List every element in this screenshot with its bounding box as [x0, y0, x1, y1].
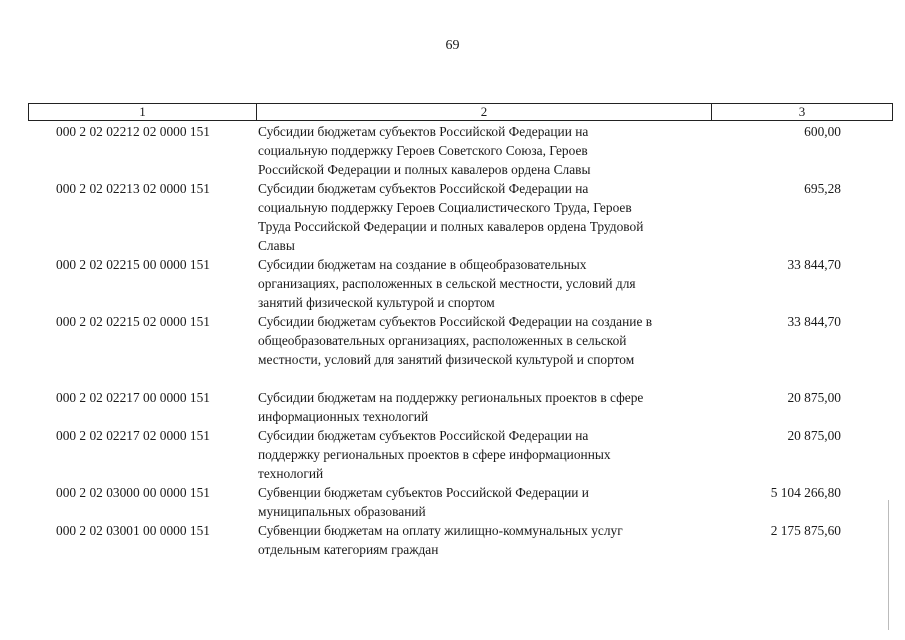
row-description	[256, 312, 711, 388]
header-col-3: 3	[798, 104, 806, 119]
row-description	[256, 255, 711, 312]
row-description	[256, 388, 711, 426]
row-code: 000 2 02 02215 02 0000 151	[56, 314, 210, 329]
row-description-line: местности, условий для занятий физической культурой и спортом	[258, 352, 635, 367]
row-description-line: Субсидии бюджетам субъектов Российской Федерации на	[258, 428, 589, 443]
row-amount: 695,28	[804, 181, 841, 196]
row-description-line: Субсидии бюджетам на создание в общеобразовательных	[258, 257, 587, 272]
row-amount: 33 844,70	[787, 314, 841, 329]
table-row	[28, 483, 893, 521]
row-description-line: организациях, расположенных в сельской местности, условий для	[258, 276, 636, 291]
row-description-line: Российской Федерации и полных кавалеров ордена Славы	[258, 162, 591, 177]
table-body	[28, 122, 893, 559]
row-description	[256, 122, 711, 179]
row-description-line: занятий физической культурой и спортом	[258, 295, 495, 310]
row-description-line: Славы	[258, 238, 295, 253]
table-row	[28, 521, 893, 559]
row-description	[256, 521, 711, 559]
row-description-line: Труда Российской Федерации и полных кавалеров ордена Трудовой	[258, 219, 644, 234]
table-row	[28, 255, 893, 312]
row-description-line: Субсидии бюджетам субъектов Российской Федерации на	[258, 124, 589, 139]
row-description-line: Субвенции бюджетам субъектов Российской Федерации и	[258, 485, 589, 500]
row-amount: 20 875,00	[787, 428, 841, 443]
table-header	[28, 103, 893, 121]
row-code: 000 2 02 03000 00 0000 151	[56, 485, 210, 500]
row-description-line: технологий	[258, 466, 324, 481]
row-description-line: Субсидии бюджетам субъектов Российской Федерации на создание в	[258, 314, 653, 329]
row-amount: 2 175 875,60	[770, 523, 841, 538]
row-description-line: социальную поддержку Героев Советского Союза, Героев	[258, 143, 588, 158]
row-code: 000 2 02 02212 02 0000 151	[56, 124, 210, 139]
row-code: 000 2 02 02217 00 0000 151	[56, 390, 210, 405]
row-description	[256, 483, 711, 521]
row-amount: 600,00	[804, 124, 841, 139]
page-number: 69	[445, 38, 460, 53]
row-description-line: Субсидии бюджетам субъектов Российской Федерации на	[258, 181, 589, 196]
row-amount: 5 104 266,80	[770, 485, 841, 500]
row-description-line: Субсидии бюджетам на поддержку региональных проектов в сфере	[258, 390, 644, 405]
row-description-line: поддержку региональных проектов в сфере информационных	[258, 447, 611, 462]
table-row	[28, 426, 893, 483]
row-code: 000 2 02 02215 00 0000 151	[56, 257, 210, 272]
header-col-1: 1	[29, 104, 257, 120]
row-description-line: социальную поддержку Героев Социалистического Труда, Героев	[258, 200, 632, 215]
row-description-line: муниципальных образований	[258, 504, 426, 519]
row-code: 000 2 02 03001 00 0000 151	[56, 523, 210, 538]
table-row	[28, 388, 893, 426]
row-description-line: отдельным категориям граждан	[258, 542, 439, 557]
row-code: 000 2 02 02213 02 0000 151	[56, 181, 210, 196]
row-amount: 20 875,00	[787, 390, 841, 405]
row-description-line	[258, 369, 711, 388]
row-description-line: общеобразовательных организациях, расположенных в сельской	[258, 333, 627, 348]
table-row	[28, 122, 893, 179]
table-row	[28, 312, 893, 388]
row-description	[256, 426, 711, 483]
table-row	[28, 179, 893, 255]
row-amount: 33 844,70	[787, 257, 841, 272]
row-description-line: информационных технологий	[258, 409, 429, 424]
row-description	[256, 179, 711, 255]
header-col-2: 2	[257, 104, 712, 120]
row-description-line: Субвенции бюджетам на оплату жилищно-коммунальных услуг	[258, 523, 623, 538]
row-code: 000 2 02 02217 02 0000 151	[56, 428, 210, 443]
scan-artifact	[888, 500, 889, 630]
